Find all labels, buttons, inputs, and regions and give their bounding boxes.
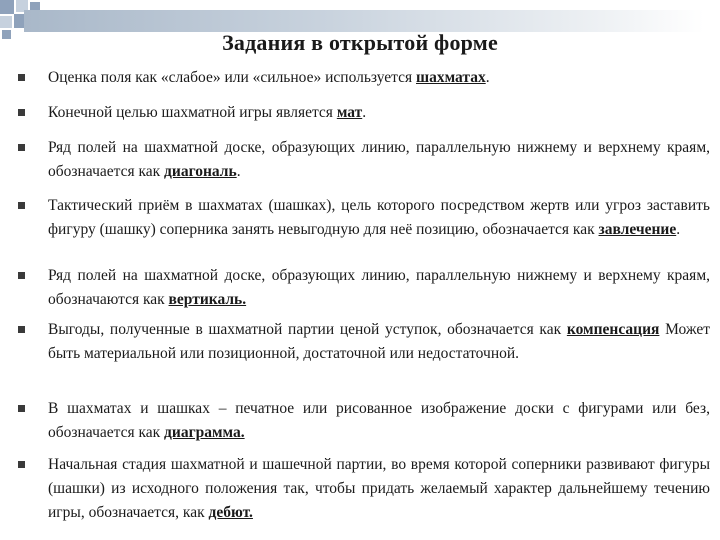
- square-bullet-icon: [18, 202, 25, 209]
- item-text: Начальная стадия шахматной и шашечной партии, во время которой соперники развивают фигуры (шашки) из исходного положения так, чтобы придать желаемый характер дальнейшему течению игры, обозначается, как: [48, 456, 710, 521]
- item-text: Конечной целью шахматной игры является: [48, 104, 337, 121]
- item-tail: .: [676, 221, 681, 238]
- page-title: Задания в открытой форме: [222, 30, 498, 55]
- list-item: [48, 136, 710, 184]
- square-bullet-icon: [18, 74, 25, 81]
- item-answer: диаграмма.: [164, 424, 245, 441]
- item-answer: завлечение: [598, 221, 677, 238]
- list-item: [48, 101, 710, 125]
- item-text: Ряд полей на шахматной доске, образующих линию, параллельную нижнему и верхнему краям, обозначается как: [48, 139, 710, 180]
- item-tail: .: [362, 104, 367, 121]
- item-answer: шахматах: [416, 69, 486, 86]
- square-bullet-icon: [18, 326, 25, 333]
- item-tail: .: [485, 69, 490, 86]
- item-text: Оценка поля как «слабое» или «сильное» используется: [48, 69, 417, 86]
- item-text: Тактический приём в шахматах (шашках), цель которого посредством жертв или угроз заставить фигуру (шашку) соперника занять невыгодную для неё позицию, обозначается как: [48, 197, 710, 238]
- list-item: [48, 194, 710, 242]
- list-item: [48, 264, 710, 312]
- square-bullet-icon: [18, 144, 25, 151]
- item-tail: Может быть материальной или позиционной, достаточной или недостаточной.: [48, 321, 711, 362]
- item-answer: дебют.: [208, 504, 253, 521]
- square-bullet-icon: [18, 272, 25, 279]
- item-answer: компенсация: [566, 321, 660, 338]
- list-item: [48, 66, 710, 90]
- item-tail: .: [236, 163, 241, 180]
- square-bullet-icon: [18, 109, 25, 116]
- item-text: Выгоды, полученные в шахматной партии ценой уступок, обозначается как: [48, 321, 567, 338]
- list-item: [48, 397, 710, 445]
- item-text: Ряд полей на шахматной доске, образующих линию, параллельную нижнему и верхнему краям, обозначаются как: [48, 267, 710, 308]
- square-bullet-icon: [18, 405, 25, 412]
- list-item: [48, 318, 710, 366]
- square-bullet-icon: [18, 461, 25, 468]
- title-band: [24, 10, 704, 32]
- item-text: В шахматах и шашках – печатное или рисованное изображение доски с фигурами или без, обозначается как: [48, 400, 710, 441]
- item-answer: вертикаль.: [168, 291, 247, 308]
- list-item: [48, 453, 710, 525]
- item-answer: диагональ: [164, 163, 237, 180]
- item-answer: мат: [336, 104, 363, 121]
